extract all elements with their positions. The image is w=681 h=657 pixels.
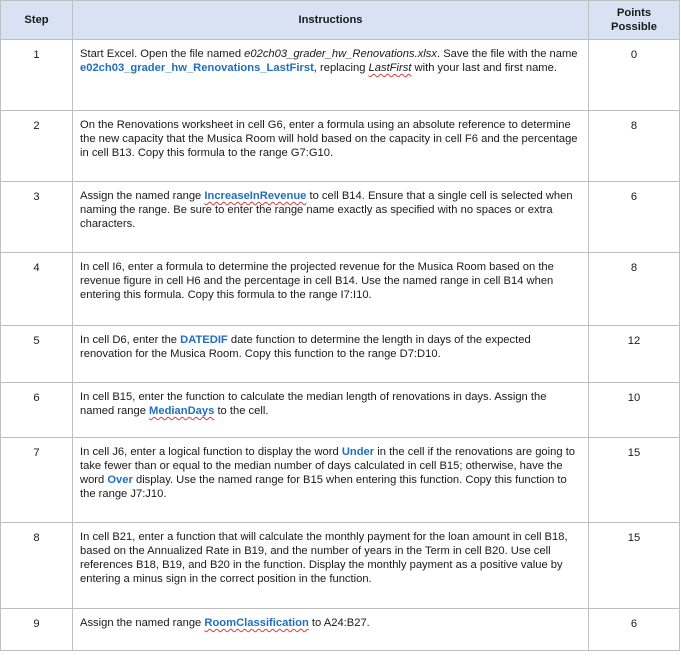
table-row [1, 111, 680, 182]
instruction-fragment: In cell I6, enter a formula to determine the projected revenue for the Musica Room based on the revenue figure in cell H6 and the percentage in cell B14. Use the named range in cell B14 when entering this formula. Copy this formula to the range I7:I10. [80, 261, 554, 301]
step-number: 1 [1, 40, 73, 111]
highlighted-term: DATEDIF [180, 334, 228, 346]
table-row [1, 253, 680, 326]
step-number: 8 [1, 523, 73, 609]
instruction-text [73, 438, 589, 523]
instruction-text [73, 253, 589, 326]
instruction-text [73, 182, 589, 253]
instruction-text [73, 326, 589, 383]
points-value: 6 [589, 182, 680, 253]
step-number: 4 [1, 253, 73, 326]
header-points-line1: Points [616, 7, 652, 19]
points-value: 15 [589, 523, 680, 609]
header-instructions: Instructions [73, 1, 589, 40]
instruction-text [73, 383, 589, 438]
italic-text: e02ch03_grader_hw_Renovations.xlsx [244, 48, 437, 60]
highlighted-term: e02ch03_grader_hw_Renovations_LastFirst [80, 62, 314, 74]
step-number: 6 [1, 383, 73, 438]
table-row [1, 40, 680, 111]
instruction-text [73, 111, 589, 182]
instruction-fragment: . Save the file with the name [436, 48, 578, 60]
table-row [1, 523, 680, 609]
table-body [1, 40, 680, 651]
instruction-fragment: Assign the named range [80, 617, 205, 629]
highlighted-term: IncreaseInRevenue [204, 190, 307, 202]
points-value: 6 [589, 609, 680, 651]
table-row [1, 182, 680, 253]
step-number: 2 [1, 111, 73, 182]
table-row [1, 438, 680, 523]
highlighted-term: Over [107, 474, 133, 486]
step-number: 7 [1, 438, 73, 523]
instruction-fragment: Start Excel. Open the file named [80, 48, 245, 60]
instruction-fragment: , replacing [313, 62, 369, 74]
instruction-fragment: with your last and first name. [411, 62, 557, 74]
instruction-fragment: to the cell. [214, 405, 269, 417]
table-row [1, 383, 680, 438]
table-row [1, 326, 680, 383]
instruction-fragment: date function to determine the length in days of the expected renovation for the Musica Room. Copy this function to the range D7:D10. [80, 334, 531, 360]
points-value: 8 [589, 111, 680, 182]
italic-text: LastFirst [368, 62, 412, 74]
instruction-fragment: On the Renovations worksheet in cell G6, enter a formula using an absolute reference to determine the new capacity that the Musica Room will hold based on the capacity in cell F6 and the percentage in cell B13. Copy this formula to the range G7:G10. [80, 119, 578, 159]
step-number: 9 [1, 609, 73, 651]
points-value: 12 [589, 326, 680, 383]
instruction-text [73, 609, 589, 651]
header-points [589, 1, 680, 40]
highlighted-term: RoomClassification [204, 617, 309, 629]
instruction-fragment: display. Use the named range for B15 when entering this function. Copy this function to the range J7:J10. [80, 474, 567, 500]
instruction-fragment: Assign the named range [80, 190, 205, 202]
step-number: 3 [1, 182, 73, 253]
points-value: 0 [589, 40, 680, 111]
instruction-fragment: to A24:B27. [308, 617, 370, 629]
header-row [1, 1, 680, 40]
header-step: Step [1, 1, 73, 40]
step-number: 5 [1, 326, 73, 383]
highlighted-term: MedianDays [149, 405, 215, 417]
instruction-fragment: to cell B14. Ensure that a single cell is selected when naming the range. Be sure to enter the range name exactly as specified with no spaces or extra characters. [80, 190, 573, 230]
highlighted-term: Under [341, 446, 375, 458]
table-row [1, 609, 680, 651]
instruction-text [73, 523, 589, 609]
instruction-fragment: In cell J6, enter a logical function to display the word [80, 446, 342, 458]
instruction-fragment: In cell B15, enter the function to calculate the median length of renovations in days. Assign the named range [80, 391, 547, 417]
points-value: 10 [589, 383, 680, 438]
instruction-fragment: In cell B21, enter a function that will calculate the monthly payment for the loan amount in cell B18, based on the Annualized Rate in B19, and the number of years in the Term in cell B20. Use cell references B18, B19, and B20 in the function. Display the monthly payment as a positive value by entering a minus sign in the correct position in the function. [80, 531, 568, 585]
instruction-fragment: in the cell if the renovations are going to take fewer than or equal to the median number of days calculated in cell B15; otherwise, have the word [80, 446, 576, 486]
points-value: 8 [589, 253, 680, 326]
instruction-fragment: In cell D6, enter the [80, 334, 181, 346]
points-value: 15 [589, 438, 680, 523]
instruction-text [73, 40, 589, 111]
header-points-line2: Possible [610, 21, 657, 33]
